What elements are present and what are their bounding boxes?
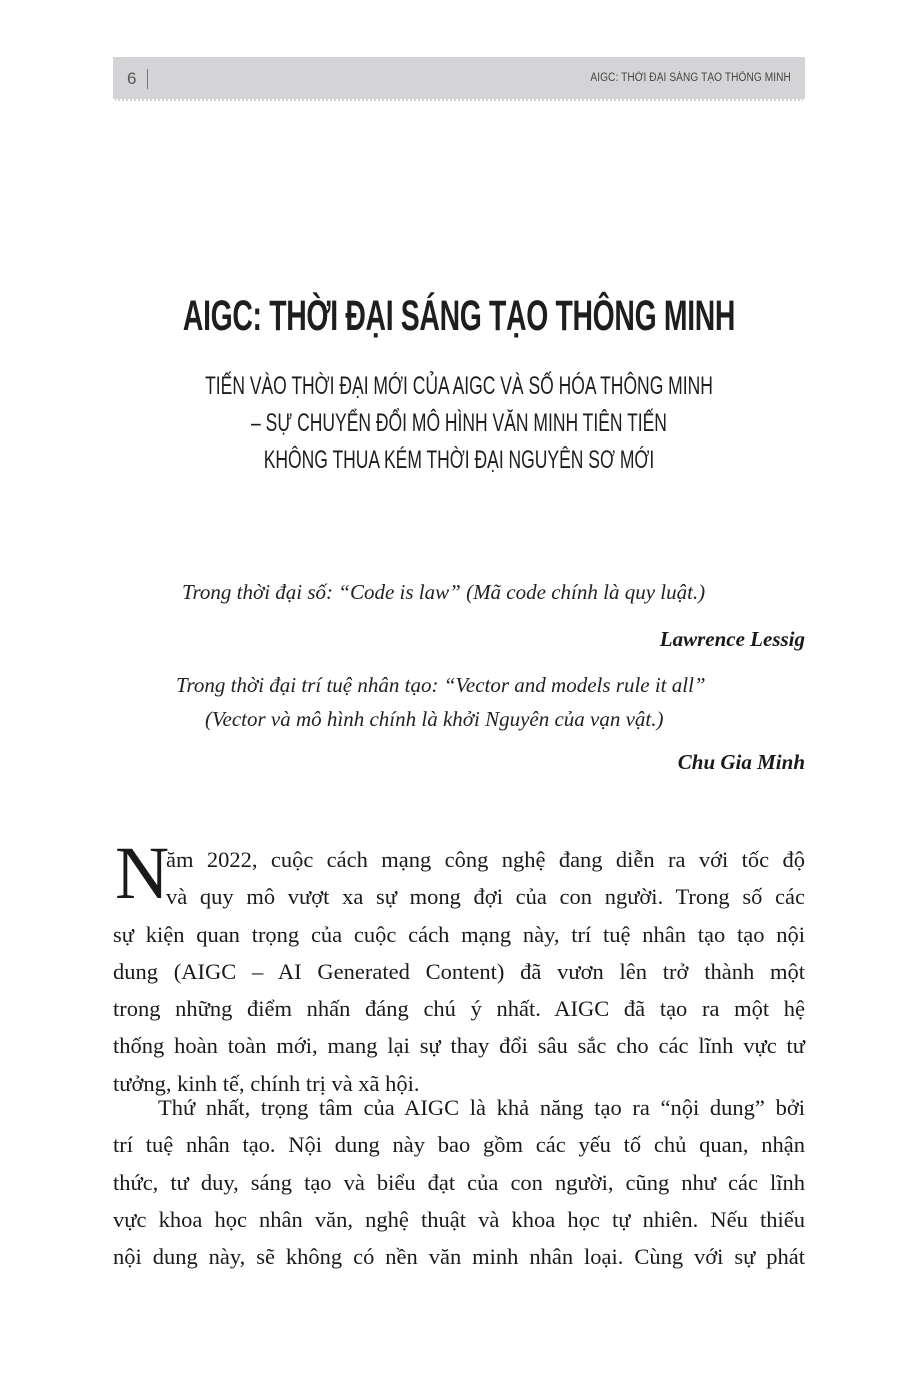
- text-line: Thứ nhất, trọng tâm của AIGC là khả năng tạo ra “nội dung” bởi: [158, 1095, 805, 1120]
- body-paragraph: [113, 1089, 805, 1275]
- text-line: dung (AIGC – AI Generated Content) đã vươn lên trở thành một: [113, 958, 805, 984]
- body-paragraph: [113, 832, 805, 1102]
- running-header: [113, 57, 805, 101]
- subtitle-line: – SỰ CHUYỂN ĐỔI MÔ HÌNH VĂN MINH TIÊN TIẾN: [251, 409, 667, 437]
- text-line: ăm 2022, cuộc cách mạng công nghệ đang diễn ra với tốc độ: [166, 847, 805, 872]
- text-line: trong những điểm nhấn đáng chú ý nhất. AIGC đã tạo ra một hệ: [113, 996, 805, 1022]
- text-line: tưởng, kinh tế, chính trị và xã hội.: [113, 1070, 420, 1096]
- epigraph-quote: (Vector và mô hình chính là khởi Nguyên của vạn vật.): [205, 707, 664, 731]
- page-number: 6: [127, 69, 137, 88]
- text-line: sự kiện quan trọng của cuộc cách mạng này, trí tuệ nhân tạo tạo nội: [113, 921, 805, 947]
- running-title: AIGC: THỜI ĐẠI SÁNG TẠO THÔNG MINH: [590, 72, 791, 84]
- text-line: trí tuệ nhân tạo. Nội dung này bao gồm các yếu tố chủ quan, nhận: [113, 1132, 805, 1158]
- header-separator: [147, 69, 148, 89]
- epigraph-quote: Trong thời đại số: “Code is law” (Mã code chính là quy luật.): [182, 580, 706, 604]
- text-line: nội dung này, sẽ không có nền văn minh nhân loại. Cùng với sự phát: [113, 1244, 805, 1270]
- text-line: và quy mô vượt xa sự mong đợi của con người. Trong số các: [166, 884, 805, 910]
- epigraph-quote: Trong thời đại trí tuệ nhân tạo: “Vector and models rule it all”: [176, 673, 706, 697]
- epigraph-author: Lawrence Lessig: [659, 627, 805, 651]
- drop-cap: N: [115, 832, 170, 915]
- chapter-title: AIGC: THỜI ĐẠI SÁNG TẠO THÔNG MINH: [182, 292, 736, 340]
- subtitle-line: KHÔNG THUA KÉM THỜI ĐẠI NGUYÊN SƠ MỚI: [263, 446, 655, 474]
- subtitle-line: TIẾN VÀO THỜI ĐẠI MỚI CỦA AIGC VÀ SỐ HÓA THÔNG MINH: [205, 372, 713, 400]
- text-line: thống hoàn toàn mới, mang lại sự thay đổi sâu sắc cho các lĩnh vực tư: [113, 1033, 805, 1059]
- text-line: thức, tư duy, sáng tạo và biểu đạt của con người, cũng như các lĩnh: [113, 1169, 805, 1195]
- text-line: vực khoa học nhân văn, nghệ thuật và khoa học tự nhiên. Nếu thiếu: [113, 1206, 805, 1232]
- chapter-subtitle: [0, 368, 918, 479]
- epigraph-author: Chu Gia Minh: [677, 750, 805, 774]
